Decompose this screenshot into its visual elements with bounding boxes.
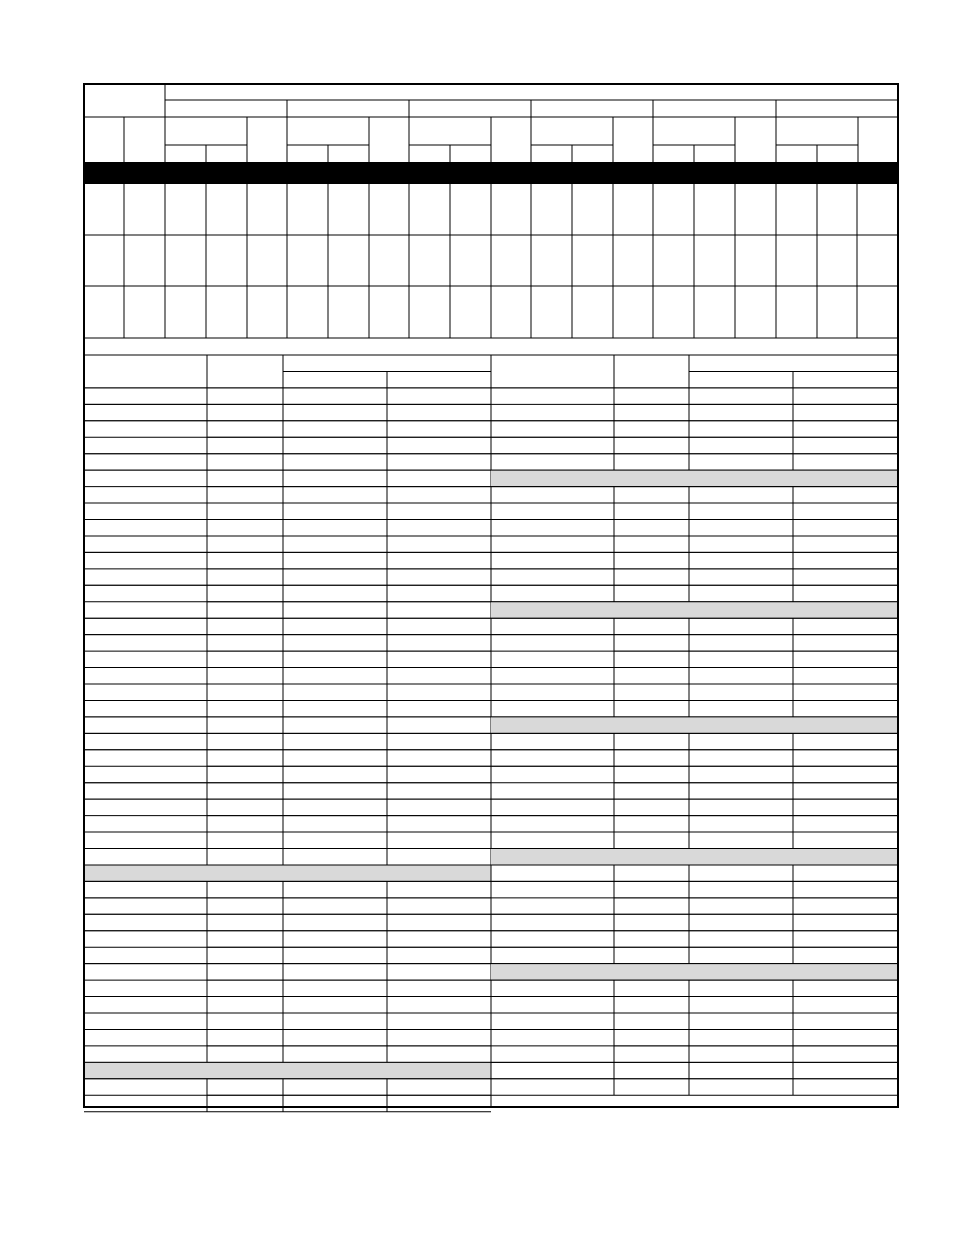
black-header-band: [84, 162, 898, 184]
left-section-header-row: [84, 1062, 491, 1078]
left-section-header-row: [84, 865, 491, 881]
lower-right-grid-table: [491, 355, 898, 1095]
right-section-header-row: [491, 470, 898, 486]
right-section-header-row: [491, 964, 898, 980]
lower-left-grid-table: [84, 355, 491, 1112]
upper-grid-table: [84, 84, 898, 355]
right-section-header-row: [491, 602, 898, 618]
right-section-header-row: [491, 717, 898, 733]
right-section-header-row: [491, 849, 898, 865]
